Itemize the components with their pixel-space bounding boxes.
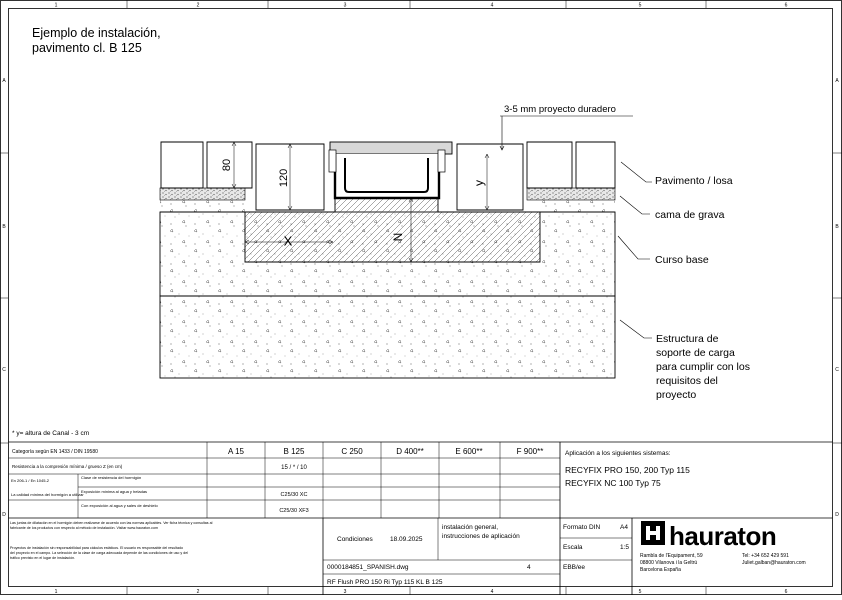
paver-right-1: [527, 142, 572, 188]
applies-item1: RECYFIX PRO 150, 200 Typ 115: [565, 465, 690, 475]
row-d-right: D: [835, 512, 839, 518]
col-1-top: 1: [54, 2, 58, 9]
row-b-right: B: [835, 224, 839, 230]
cross-section: [160, 104, 633, 378]
note-2b: del proyecto en el campo. La selección de la clase de carga adecuada depende de las condiciones de uso y del: [10, 551, 189, 555]
drainage-channel: [329, 142, 452, 198]
support-structure: [160, 296, 615, 378]
dim-x: X: [283, 233, 293, 249]
dim-80: 80: [221, 158, 233, 172]
note-2a: Proyectos de instalación sin responsabilidad para cálculos estáticos. El usuario es responsable del resultado: [10, 546, 183, 550]
label-support-3: para cumplir con los: [656, 361, 750, 373]
table-row5-right: Con exposición al agua y sales de deshielo: [81, 503, 158, 508]
table-row3-left: En 206-1 / En 1045-2: [11, 478, 50, 483]
note-1a: Las juntas de dilatación en el hormigón deben realizarse de acuerdo con las normas aplicables. Ver ficha técnica y consultas al: [10, 521, 213, 525]
note-1b: fabricante de los productos con respecto al método de instalación. Visitar www.hauraton.com: [10, 526, 158, 530]
format-value: A4: [620, 524, 628, 531]
row-a-right: A: [835, 78, 839, 84]
title-block: [323, 518, 806, 595]
load-class-table: [9, 442, 833, 595]
paver-right-2: [576, 142, 615, 188]
class-c250: C 250: [341, 447, 363, 456]
footnote: * y= altura de Canal - 3 cm: [12, 430, 90, 437]
dim-y: y: [472, 180, 486, 186]
dim-z: N: [391, 232, 405, 242]
row-a-left: A: [2, 78, 6, 84]
desc-line2: instrucciones de aplicación: [442, 533, 520, 540]
scale-value: 1:5: [620, 544, 630, 551]
applies-item2: RECYFIX NC 100 Typ 75: [565, 478, 661, 488]
col-6-bottom: 6: [784, 589, 788, 595]
desc-line1: instalación general,: [442, 524, 499, 531]
col-4-top: 4: [490, 2, 494, 9]
hauraton-logo: [641, 521, 776, 551]
table-row2-value: 15 / * / 10: [281, 465, 307, 471]
conditions-label: Condiciones: [337, 536, 373, 543]
layer-callouts: [618, 162, 750, 401]
product-line: RF Flush PRO 150 Ri Typ 115 KL B 125: [327, 579, 443, 586]
label-support-4: requisitos del: [656, 375, 718, 387]
table-row4-value: C25/30 XC: [280, 492, 308, 498]
format-label: Formato DIN: [563, 524, 601, 531]
applies-heading: Aplicación a los siguientes sistemas:: [565, 450, 671, 457]
label-gravel-bed: cama de grava: [655, 209, 725, 221]
label-support-5: proyecto: [656, 389, 697, 401]
col-5-bottom: 5: [638, 589, 642, 595]
col-2-bottom: 2: [196, 589, 200, 595]
drawing-title-line2: pavimento cl. B 125: [32, 41, 142, 55]
file-name: 0000184851_SPANISH.dwg: [327, 564, 409, 571]
label-base-course: Curso base: [655, 254, 709, 266]
sheet-number: 4: [527, 564, 531, 571]
address-line1: Rambla de l'Equipament, 59: [640, 553, 703, 559]
table-row4-right: Exposición mínima al agua y heladas: [81, 489, 148, 494]
scale-label: Escala: [563, 544, 583, 551]
class-d400: D 400**: [396, 447, 424, 456]
row-c-left: C: [2, 367, 6, 373]
col-6-top: 6: [784, 2, 788, 9]
table-row2-label: Resistencia a la compresión mínima / grueso Z (en cm): [12, 464, 123, 469]
col-5-top: 5: [638, 2, 642, 9]
table-row4-left: La calidad mínima del hormigón a utilizar: [11, 492, 84, 497]
col-2-top: 2: [196, 2, 200, 9]
address-line2: 08800 Vilanova i la Geltrú: [640, 560, 698, 566]
paver-left-1: [161, 142, 203, 188]
note-2c: tráfico previsto en el lugar de instalación.: [10, 556, 76, 560]
label-support-1: Estructura de: [656, 333, 719, 345]
table-row5-value: C25/30 XF3: [279, 508, 309, 514]
notes: [10, 521, 213, 560]
drawing-date: 18.09.2025: [390, 536, 423, 543]
kerb-right: [457, 144, 523, 210]
unit-code: EBB/ee: [563, 564, 586, 571]
drawing-title-line1: Ejemplo de instalación,: [32, 26, 161, 40]
gravel-bed-left: [160, 188, 245, 200]
col-1-bottom: 1: [54, 589, 58, 595]
row-b-left: B: [2, 224, 6, 230]
dim-120: 120: [278, 168, 290, 188]
table-row1-label: Categoría según EN 1433 / DIN 19580: [12, 449, 98, 455]
col-3-top: 3: [343, 2, 347, 9]
label-pavement: Pavimento / losa: [655, 175, 733, 187]
address-line3: Barcelona España: [640, 567, 681, 573]
class-a15: A 15: [227, 447, 245, 456]
row-c-right: C: [835, 367, 839, 373]
logo-text: hauraton: [669, 521, 777, 551]
phone: Tel: +34 652 429 591: [742, 553, 789, 559]
table-row3-right: Clase de resistencia del hormigón: [81, 475, 142, 480]
row-d-left: D: [2, 512, 6, 518]
email: Juliet.galban@hauraton.com: [742, 560, 806, 566]
class-b125: B 125: [283, 447, 305, 456]
label-support-2: soporte de carga: [656, 347, 735, 359]
gravel-bed-right: [527, 188, 615, 200]
class-e600: E 600**: [455, 447, 483, 456]
class-f900: F 900**: [516, 447, 544, 456]
col-3-bottom: 3: [343, 589, 347, 595]
gap-label: 3-5 mm proyecto duradero: [504, 104, 616, 115]
col-4-bottom: 4: [490, 589, 494, 595]
